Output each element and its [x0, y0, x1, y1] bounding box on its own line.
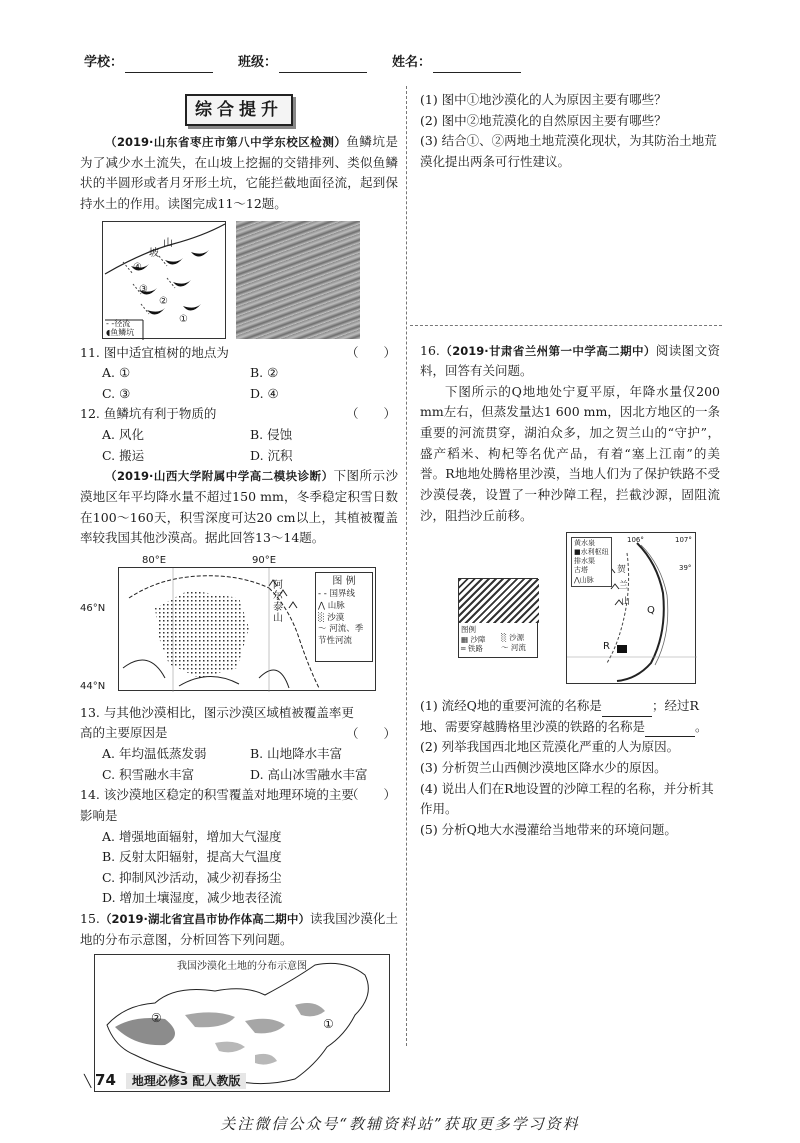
left-column — [80, 90, 398, 1092]
page-footer — [84, 1068, 246, 1093]
fish-scale-photo — [236, 221, 360, 339]
marker-4: ④ — [133, 261, 142, 273]
q14-option-d[interactable]: D. 增加土壤湿度，减少地表径流 — [102, 890, 283, 906]
r-label: R — [603, 641, 610, 653]
q12-options — [80, 425, 398, 466]
marker-1: ① — [179, 313, 188, 325]
q16-blank-river[interactable] — [602, 703, 652, 717]
right-column — [420, 90, 720, 841]
class-field — [238, 52, 367, 73]
q14-option-a[interactable]: A. 增强地面辐射，增加大气湿度 — [102, 828, 282, 844]
q14-option-b[interactable]: B. 反射太阳辐射，提高大气温度 — [102, 849, 282, 865]
q16-sub3: (3) 分析贺兰山西侧沙漠地区降水少的原因。 — [420, 760, 667, 775]
fish-scale-figures — [102, 221, 398, 339]
inset-legend: 图例 ▦ 沙障 ═ 铁路 — [461, 625, 486, 653]
q16-source: （2019·甘肃省兰州第一中学高二期中） — [439, 343, 656, 358]
q16-blank-railway[interactable] — [645, 723, 695, 737]
q11-12-intro: （2019·山东省枣庄市第八中学东校区检测）鱼鳞坑是为了减少水土流失，在山坡上挖掘的交错排列、类似鱼鳞状的半圆形或者月牙形土坑，它能拦截地面径流，起到保持水土的作用。读图完成11～12题。 — [80, 134, 398, 211]
column-divider — [406, 86, 407, 1046]
name-blank[interactable] — [433, 57, 521, 73]
name-label: 姓名： — [392, 55, 432, 70]
legend-title: 图 例 — [332, 575, 356, 587]
q12-option-c[interactable]: C. 搬运 — [102, 447, 145, 463]
school-field — [84, 52, 213, 73]
class-label: 班级： — [238, 55, 278, 70]
question-11: 11. 图中适宜植树的地点为 （ ） — [80, 344, 396, 360]
q13-14-source: （2019·山西大学附属中学高二模块诊断） — [105, 469, 334, 484]
marker-2-map: ② — [151, 1011, 162, 1026]
school-blank[interactable] — [125, 57, 213, 73]
inset-legend-2: ░ 沙源 ～ 河流 — [501, 633, 526, 652]
lon-106: 106° — [627, 536, 644, 545]
q12-option-b[interactable]: B. 侵蚀 — [250, 427, 293, 443]
watermark-text: 关注微信公众号“教辅资料站”获取更多学习资料 — [220, 1115, 580, 1133]
map-title: 我国沙漠化土地的分布示意图 — [177, 961, 307, 973]
sand-barrier-inset — [458, 578, 538, 658]
q11-option-d[interactable]: D. ④ — [250, 385, 279, 401]
student-info-header — [84, 52, 724, 76]
q16-paragraph: 下图所示的Q地地处宁夏平原，年降水量仅200 mm左右，但蒸发量达1 600 mm，因北方地区的一条重要的河流贯穿，湖泊众多，加之贺兰山的“守护”，盛产稻米、枸杞等名优产品，有着“塞上江南”的美誉。R地地处腾格里沙漠，当地人们为了保护铁路不受沙漠侵袭，设置了一种沙障工程，拦截沙源，固阻流沙，阻挡沙丘前移。 — [420, 383, 720, 523]
q16-sub5: (5) 分析Q地大水漫灌给当地带来的环境问题。 — [420, 821, 677, 837]
q11-option-a[interactable]: A. ① — [102, 365, 131, 381]
lon-90: 90°E — [252, 554, 277, 566]
question-16-intro: 16.（2019·甘肃省兰州第一中学高二期中）阅读图文资料，回答有关问题。 — [420, 342, 720, 379]
sand-barrier-pattern — [459, 579, 539, 623]
q12-option-a[interactable]: A. 风化 — [102, 427, 144, 443]
q16-sub1: (1) 流经Q地的重要河流的名称是 ；经过R地、需要穿越腾格里沙漠的铁路的名称是 。 — [420, 696, 720, 737]
lon-80: 80°E — [142, 554, 167, 566]
fish-scale-diagram — [102, 221, 226, 339]
ningxia-legend: 黄水泉 ■水利枢纽 排水渠 古塔 ⋀山脉 — [571, 537, 612, 586]
q13-option-c[interactable]: C. 积雪融水丰富 — [102, 766, 195, 782]
desert-map-legend — [315, 572, 373, 662]
lon-107: 107° — [675, 536, 692, 545]
name-field — [392, 52, 521, 73]
lan-label: 兰 — [619, 581, 629, 592]
school-label: 学校： — [84, 55, 124, 70]
q11-options — [80, 363, 398, 404]
marker-2: ② — [159, 295, 168, 307]
question-12: 12. 鱼鳞坑有利于物质的 （ ） — [80, 406, 396, 422]
legend-pit: ◖鱼鳞坑 — [106, 327, 135, 337]
q15-source: （2019·湖北省宜昌市协作体高二期中） — [99, 912, 311, 927]
desert-map — [118, 567, 376, 691]
question-14: 14. 该沙漠地区稳定的积雪覆盖对地理环境的主要影响是 （ ） — [80, 787, 396, 823]
legend-mountain: ⋀ 山脉 — [318, 600, 345, 611]
altai-label: 阿尔泰山 — [273, 579, 283, 624]
ningxia-map-figure — [436, 532, 720, 690]
q13-option-a[interactable]: A. 年均温低蒸发弱 — [102, 746, 207, 762]
marker-3: ③ — [139, 283, 148, 295]
q13-14-intro: （2019·山西大学附属中学高二模块诊断）下图所示沙漠地区年平均降水量不超过150 mm，冬季稳定积雪日数在100～160天，积雪深度可达20 cm以上，其植被覆盖率较我国其他沙漠高。据此回答13～14题。 — [80, 468, 398, 546]
q15-sub3: (3) 结合①、②两地土地荒漠化现状，为其防治土地荒漠化提出两条可行性建议。 — [420, 133, 717, 169]
slope-label: 坡 — [149, 247, 159, 259]
mountain-label: 山 — [163, 237, 173, 249]
footer-slash: ╲ — [84, 1074, 96, 1088]
lat-46: 46°N — [80, 602, 106, 614]
desert-map-figure — [80, 553, 398, 699]
q11-option-c[interactable]: C. ③ — [102, 385, 131, 401]
q-label: Q — [647, 605, 655, 617]
question-13: 13. 与其他沙漠相比，图示沙漠区域植被覆盖率更高的主要原因是 （ ） — [80, 704, 396, 741]
q15-answer-space[interactable] — [420, 173, 720, 341]
legend-border: - - 国界线 — [318, 588, 356, 599]
q11-12-source: （2019·山东省枣庄市第八中学东校区检测） — [105, 135, 347, 150]
q13-options — [80, 744, 398, 785]
shan-label: 山 — [621, 597, 631, 608]
q16-sub4: (4) 说出人们在R地设置的沙障工程的名称，并分析其作用。 — [420, 780, 714, 817]
question-15-intro: 15.（2019·湖北省宜昌市协作体高二期中）读我国沙漠化土地的分布示意图，分析回答下列问题。 — [80, 911, 398, 947]
class-blank[interactable] — [279, 57, 367, 73]
q13-option-d[interactable]: D. 高山冰雪融水丰富 — [250, 766, 368, 782]
q12-option-d[interactable]: D. 沉积 — [250, 447, 293, 463]
legend-runoff: - -径流 — [106, 318, 131, 328]
q13-option-b[interactable]: B. 山地降水丰富 — [250, 746, 343, 762]
q14-option-c[interactable]: C. 抑制风沙活动，减少初春扬尘 — [102, 869, 282, 885]
page-number: 74 — [95, 1071, 116, 1089]
he-label: 贺 — [617, 565, 627, 576]
q15-sub2: (2) 图中②地荒漠化的自然原因主要有哪些？ — [420, 112, 667, 128]
q16-sub2: (2) 列举我国西北地区荒漠化严重的人为原因。 — [420, 739, 680, 755]
q11-option-b[interactable]: B. ② — [250, 365, 279, 381]
book-name: 地理必修3 配人教版 — [126, 1073, 247, 1089]
q15-sub1: (1) 图中①地沙漠化的人为原因主要有哪些？ — [420, 92, 667, 107]
section-title: 综合提升 — [80, 94, 398, 126]
lat-44: 44°N — [80, 680, 106, 692]
legend-river: ～ 河流、季节性河流 — [318, 624, 364, 647]
marker-1-map: ① — [323, 1017, 334, 1032]
ningxia-map — [566, 532, 696, 684]
lat-39: 39° — [679, 564, 692, 573]
legend-desert: ░ 沙漠 — [318, 612, 345, 623]
